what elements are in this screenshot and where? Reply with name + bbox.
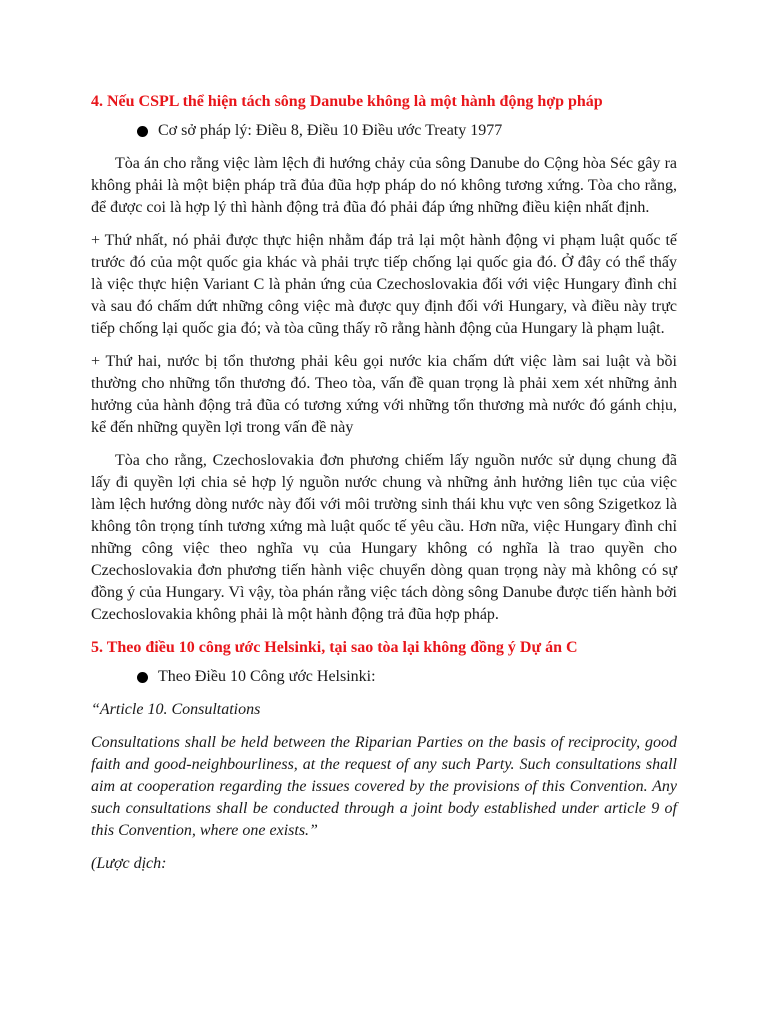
section-5-bullet-text: Theo Điều 10 Công ước Helsinki: (158, 668, 376, 685)
section-4-bullet-text: Cơ sở pháp lý: Điều 8, Điều 10 Điều ước Treaty 1977 (158, 122, 503, 139)
section-4-heading: 4. Nếu CSPL thể hiện tách sông Danube không là một hành động hợp pháp (91, 93, 603, 110)
quote-body: Consultations shall be held between the Riparian Parties on the basis of reciprocity, good faith and good-neighbourliness, at the request of any such Party. Such consultations shall aim at cooperation regarding the issues covered by the provisions of this Convention. Any such consultations shall be conducted through a joint body established under article 9 of this Convention, where one exists.” (91, 734, 677, 839)
section-4-paragraph-3: + Thứ hai, nước bị tổn thương phải kêu gọi nước kia chấm dứt việc làm sai luật và bồi thường cho những tổn thương đó. Theo tòa, vấn đề quan trọng là phải xem xét những ảnh hưởng của hành động trả đũa có tương xứng với những tổn thương mà nước đó gánh chịu, kể đến những quyền lợi trong vấn đề này (91, 353, 677, 436)
section-5-heading: 5. Theo điều 10 công ước Helsinki, tại sao tòa lại không đồng ý Dự án C (91, 639, 578, 656)
section-4-paragraph-1: Tòa án cho rằng việc làm lệch đi hướng chảy của sông Danube do Cộng hòa Séc gây ra không phải là một biện pháp trã đủa đũa hợp pháp do nó không tương xứng. Tòa cho rằng, để được coi là hợp lý thì hành động trả đũa đó phải đáp ứng những điều kiện nhất định. (91, 155, 677, 216)
section-4-bullet (91, 120, 677, 142)
bullet-icon (137, 126, 148, 137)
quote-title: “Article 10. Consultations (91, 701, 261, 718)
translation-label: (Lược dịch: (91, 855, 167, 872)
section-5-bullet (91, 666, 677, 688)
bullet-icon (137, 672, 148, 683)
section-4-paragraph-4: Tòa cho rằng, Czechoslovakia đơn phương chiếm lấy nguồn nước sử dụng chung đã lấy đi quyền lợi chia sẻ hợp lý nguồn nước chung và những ảnh hưởng liên tục của việc làm lệch hướng dòng nước này đối với môi trường sinh thái khu vực ven sông Szigetkoz là không tôn trọng tính tương xứng mà luật quốc tế yêu cầu. Hơn nữa, việc Hungary đình chỉ những công việc theo nghĩa vụ của Hungary không có nghĩa là trao quyền cho Czechoslovakia đơn phương tiến hành việc chuyển dòng quan trọng này mà không có sự đồng ý của Hungary. Vì vậy, tòa phán rằng việc tách dòng sông Danube được tiến hành bởi Czechoslovakia không phải là một hành động trả đũa hợp pháp. (91, 452, 677, 623)
section-4-paragraph-2: + Thứ nhất, nó phải được thực hiện nhằm đáp trả lại một hành động vi phạm luật quốc tế trước đó của một quốc gia khác và phải trực tiếp chống lại quốc gia đó. Ở đây có thể thấy là việc thực hiện Variant C là phản ứng của Czechoslovakia đối với việc Hungary đình chỉ và sau đó chấm dứt những công việc mà được quy định đối với Hungary, và điều này trực tiếp chống lại quốc gia đó; và tòa cũng thấy rõ rằng hành động của Hungary là phạm luật. (91, 232, 677, 337)
